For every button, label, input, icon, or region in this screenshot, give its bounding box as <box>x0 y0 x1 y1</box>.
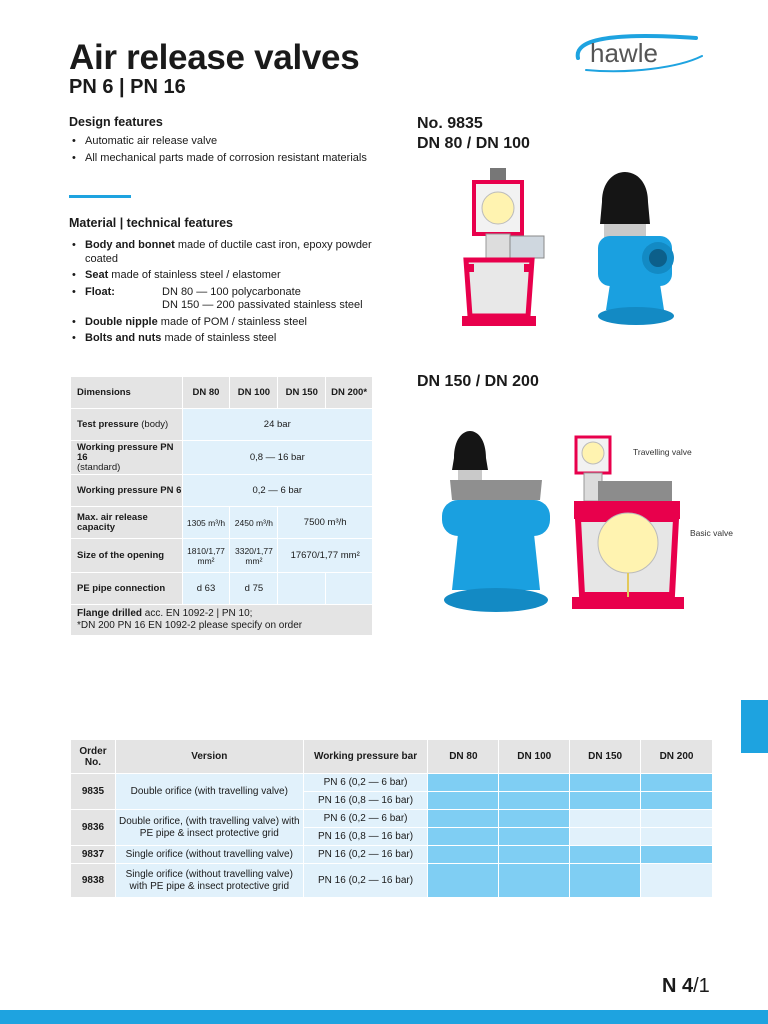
table-cell: 0,8 — 16 bar <box>182 441 372 475</box>
product-size-small: DN 80 / DN 100 <box>417 135 530 152</box>
availability-cell <box>428 774 499 792</box>
section-divider <box>69 195 131 198</box>
product-number: No. 9835 <box>417 115 483 132</box>
table-header: Working pressure bar <box>303 740 428 774</box>
table-cell: 7500 m³/h <box>278 507 373 539</box>
table-header: DN 150 <box>570 740 641 774</box>
availability-cell <box>499 774 570 792</box>
table-row-label: Working pressure PN 16 (standard) <box>71 441 183 475</box>
list-item: • Float: DN 80 — 100 polycarbonate DN 150 — 200 passivated stainless steel <box>69 286 379 313</box>
dimensions-table <box>70 376 373 636</box>
availability-cell <box>499 810 570 828</box>
table-header: DN 80 <box>182 377 230 409</box>
section-tab-marker <box>741 700 768 753</box>
footer-bar <box>0 1010 768 1024</box>
list-item: • All mechanical parts made of corrosion resistant materials <box>69 152 379 166</box>
table-cell: 24 bar <box>182 409 372 441</box>
table-cell: d 63 <box>182 573 230 605</box>
order-version: Double orifice (with travelling valve) <box>115 774 303 810</box>
availability-cell <box>641 846 713 864</box>
hawle-logo <box>568 28 708 78</box>
table-cell: 2450 m³/h <box>230 507 278 539</box>
table-row-label: Test pressure (body) <box>71 409 183 441</box>
table-cell: 0,2 — 6 bar <box>182 475 372 507</box>
valve-cutaway-small-image <box>462 168 552 330</box>
availability-cell <box>570 846 641 864</box>
basic-valve-label: Basic valve <box>690 528 733 538</box>
table-header: Order No. <box>71 740 116 774</box>
travelling-valve-label: Travelling valve <box>633 447 692 457</box>
availability-cell <box>428 792 499 810</box>
order-number: 9835 <box>71 774 116 810</box>
material-list <box>69 239 379 349</box>
table-header: DN 150 <box>278 377 326 409</box>
availability-cell <box>641 864 713 898</box>
availability-cell <box>499 828 570 846</box>
table-header: DN 100 <box>499 740 570 774</box>
design-features-heading: Design features <box>69 115 163 129</box>
valve-photo-small-image <box>594 160 684 335</box>
table-cell: 17670/1,77 mm² <box>278 539 373 573</box>
order-pressure: PN 16 (0,8 — 16 bar) <box>303 792 428 810</box>
table-cell <box>326 573 373 605</box>
table-row-label: Size of the opening <box>71 539 183 573</box>
list-item: • Bolts and nuts made of stainless steel <box>69 332 379 346</box>
order-pressure: PN 16 (0,8 — 16 bar) <box>303 828 428 846</box>
svg-text:hawle: hawle <box>590 38 658 68</box>
availability-cell <box>641 774 713 792</box>
valve-photo-large-image <box>440 418 552 618</box>
availability-cell <box>570 828 641 846</box>
table-row-label: PE pipe connection <box>71 573 183 605</box>
product-size-large: DN 150 / DN 200 <box>417 373 539 390</box>
availability-cell <box>641 828 713 846</box>
order-version: Single orifice (without travelling valve) with PE pipe & insect protective grid <box>115 864 303 898</box>
order-number: 9836 <box>71 810 116 846</box>
table-footnote: Flange drilled acc. EN 1092-2 | PN 10; *DN 200 PN 16 EN 1092-2 please specify on order <box>71 605 373 636</box>
page-title: Air release valves <box>69 38 360 77</box>
table-cell: 3320/1,77 mm² <box>230 539 278 573</box>
table-header: DN 200* <box>326 377 373 409</box>
table-cell: 1810/1,77 mm² <box>182 539 230 573</box>
table-cell: 1305 m³/h <box>182 507 230 539</box>
availability-cell <box>428 828 499 846</box>
design-features-list <box>69 135 379 168</box>
table-cell: d 75 <box>230 573 278 605</box>
table-header: Version <box>115 740 303 774</box>
order-version: Single orifice (without travelling valve) <box>115 846 303 864</box>
material-heading: Material | technical features <box>69 216 233 230</box>
order-pressure: PN 6 (0,2 — 6 bar) <box>303 810 428 828</box>
table-header: DN 80 <box>428 740 499 774</box>
availability-cell <box>641 792 713 810</box>
availability-cell <box>428 810 499 828</box>
list-item: • Automatic air release valve <box>69 135 379 149</box>
availability-cell <box>570 792 641 810</box>
table-row-label: Working pressure PN 6 <box>71 475 183 507</box>
table-cell <box>278 573 326 605</box>
table-header: Dimensions <box>71 377 183 409</box>
order-number: 9837 <box>71 846 116 864</box>
order-table <box>70 739 713 898</box>
availability-cell <box>499 846 570 864</box>
availability-cell <box>570 810 641 828</box>
list-item: • Double nipple made of POM / stainless steel <box>69 316 379 330</box>
availability-cell <box>570 864 641 898</box>
order-pressure: PN 16 (0,2 — 16 bar) <box>303 864 428 898</box>
availability-cell <box>428 864 499 898</box>
page-subtitle: PN 6 | PN 16 <box>69 76 186 98</box>
table-header: DN 100 <box>230 377 278 409</box>
page-number: N 4/1 <box>662 975 710 997</box>
order-pressure: PN 16 (0,2 — 16 bar) <box>303 846 428 864</box>
list-item: • Body and bonnet made of ductile cast iron, epoxy powder coated <box>69 239 379 266</box>
availability-cell <box>641 810 713 828</box>
order-number: 9838 <box>71 864 116 898</box>
table-header: DN 200 <box>641 740 713 774</box>
availability-cell <box>499 792 570 810</box>
table-row-label: Max. air release capacity <box>71 507 183 539</box>
availability-cell <box>499 864 570 898</box>
list-item: • Seat made of stainless steel / elastomer <box>69 269 379 283</box>
availability-cell <box>570 774 641 792</box>
availability-cell <box>428 846 499 864</box>
order-pressure: PN 6 (0,2 — 6 bar) <box>303 774 428 792</box>
order-version: Double orifice, (with travelling valve) with PE pipe & insect protective grid <box>115 810 303 846</box>
